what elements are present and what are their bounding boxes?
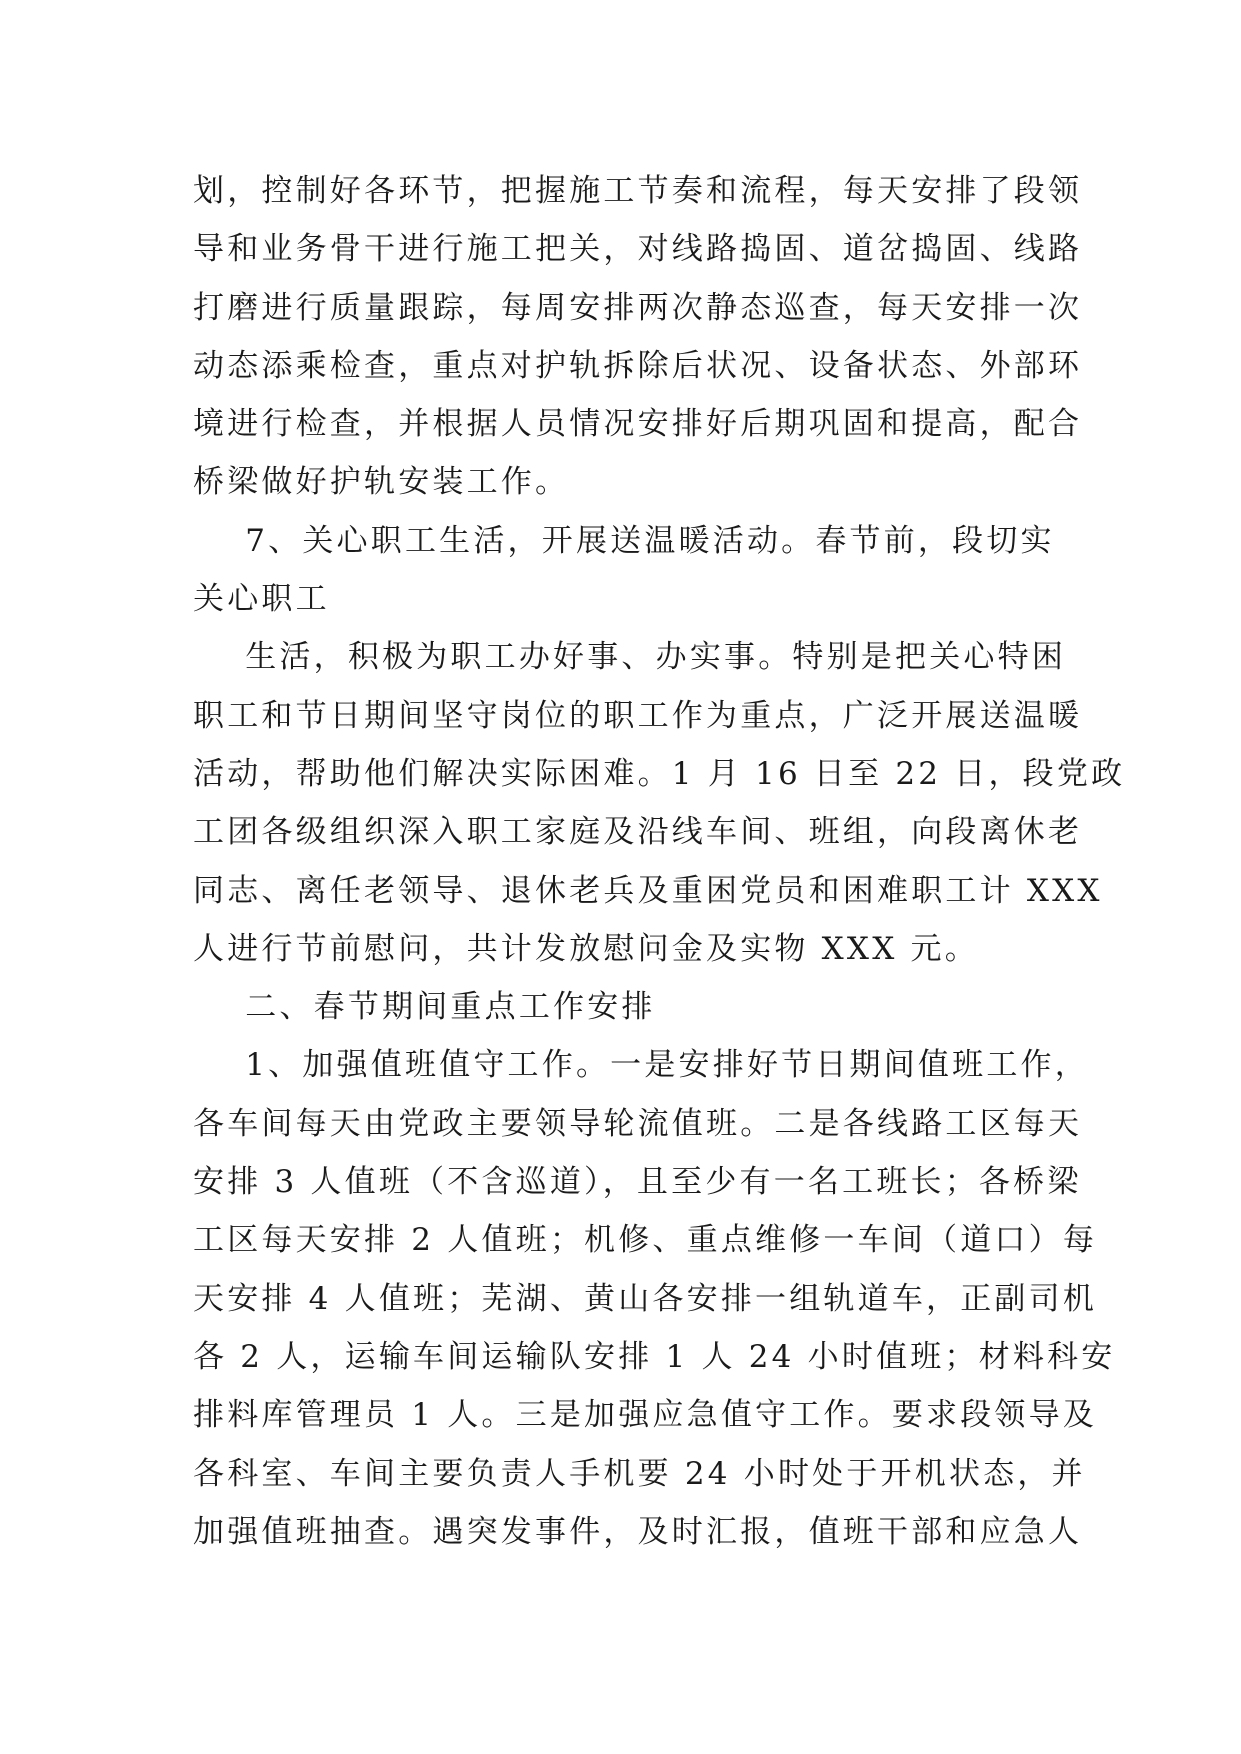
text-line: 打磨进行质量跟踪，每周安排两次静态巡查，每天安排一次 [193, 289, 1083, 326]
text-line: 加强值班抽查。遇突发事件，及时汇报，值班干部和应急人 [193, 1513, 1083, 1550]
text-line: 同志、离任老领导、退休老兵及重困党员和困难职工计 XXX [193, 872, 1103, 909]
text-line: 生活，积极为职工办好事、办实事。特别是把关心特困 [193, 639, 1067, 676]
text-line: 职工和节日期间坚守岗位的职工作为重点，广泛开展送温暖 [193, 697, 1083, 734]
text-line: 人进行节前慰问，共计发放慰问金及实物 XXX 元。 [193, 930, 979, 967]
text-line: 境进行检查，并根据人员情况安排好后期巩固和提高，配合 [193, 406, 1083, 443]
text-line: 天安排 4 人值班；芜湖、黄山各安排一组轨道车，正副司机 [193, 1280, 1098, 1317]
body-text [193, 162, 1126, 1561]
text-line: 划，控制好各环节，把握施工节奏和流程，每天安排了段领 [193, 173, 1083, 209]
section-heading: 二、春节期间重点工作安排 [193, 989, 656, 1026]
text-line: 1、加强值班值守工作。一是安排好节日期间值班工作， [193, 1047, 1089, 1084]
text-line: 排料库管理员 1 人。三是加强应急值守工作。要求段领导及 [193, 1397, 1098, 1434]
text-line: 安排 3 人值班（不含巡道），且至少有一名工班长；各桥梁 [193, 1164, 1082, 1201]
text-line: 桥梁做好护轨安装工作。 [193, 464, 570, 501]
text-line: 各车间每天由党政主要领导轮流值班。二是各线路工区每天 [193, 1105, 1083, 1142]
text-line: 导和业务骨干进行施工把关，对线路捣固、道岔捣固、线路 [193, 231, 1083, 268]
text-line: 各科室、车间主要负责人手机要 24 小时处于开机状态，并 [193, 1455, 1086, 1492]
text-line: 工团各级组织深入职工家庭及沿线车间、班组，向段离休老 [193, 814, 1083, 851]
text-line: 7、关心职工生活，开展送温暖活动。春节前，段切实 [193, 522, 1055, 559]
text-line: 活动，帮助他们解决实际困难。1 月 16 日至 22 日，段党政 [193, 755, 1126, 792]
text-line: 动态添乘检查，重点对护轨拆除后状况、设备状态、外部环 [193, 347, 1083, 384]
text-line: 各 2 人，运输车间运输队安排 1 人 24 小时值班；材料科安 [193, 1338, 1116, 1375]
text-line: 关心职工 [193, 581, 330, 618]
text-line: 工区每天安排 2 人值班；机修、重点维修一车间（道口）每 [193, 1222, 1098, 1259]
